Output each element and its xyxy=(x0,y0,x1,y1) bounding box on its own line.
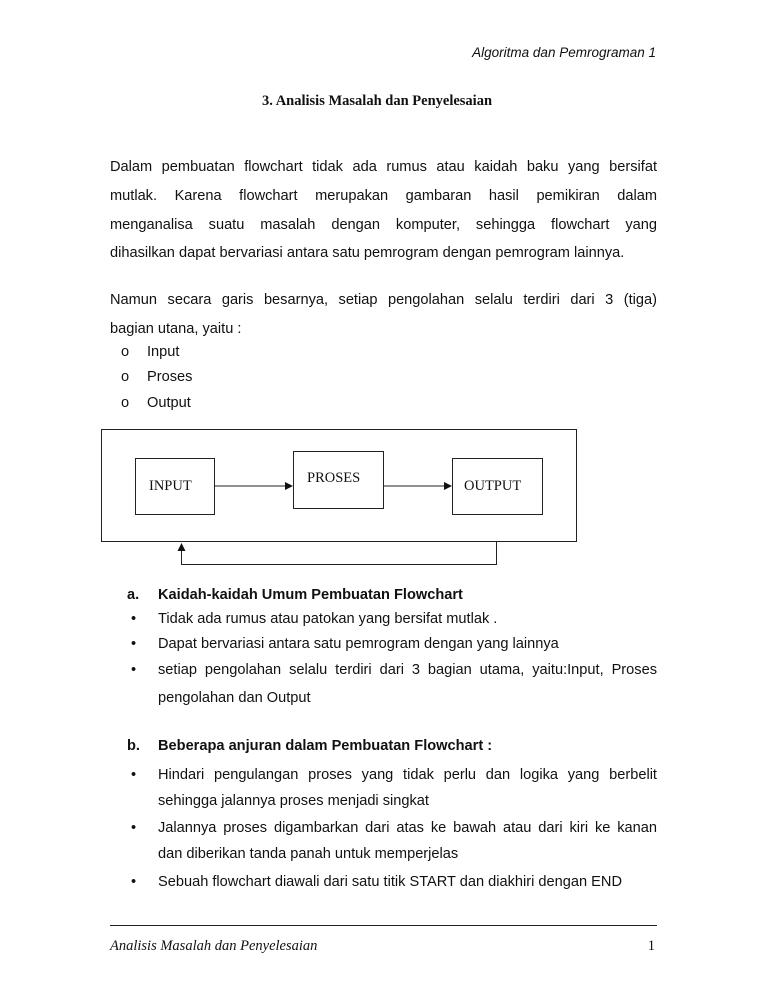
paragraph-line: Namun secara garis besarnya, setiap pengolahan selalu terdiri dari 3 (tiga) xyxy=(110,292,657,308)
list-marker: o xyxy=(121,395,130,411)
section-heading: Beberapa anjuran dalam Pembuatan Flowchart : xyxy=(158,738,493,754)
bullet-text: Sebuah flowchart diawali dari satu titik START dan diakhiri dengan END xyxy=(158,874,622,890)
page-number: 1 xyxy=(647,938,655,954)
feedback-arrow xyxy=(182,541,497,565)
footer-title: Analisis Masalah dan Penyelesaian xyxy=(110,938,318,954)
footer-rule xyxy=(110,925,657,926)
bullet-icon: • xyxy=(131,611,137,627)
paragraph-line: menganalisa suatu masalah dengan komputer, sehingga flowchart yang xyxy=(110,217,657,233)
bullet-text: Dapat bervariasi antara satu pemrogram dengan yang lainnya xyxy=(158,636,559,652)
input-label: INPUT xyxy=(149,478,192,494)
paragraph-line: Dalam pembuatan flowchart tidak ada rumus atau kaidah baku yang bersifat xyxy=(110,159,657,175)
bullet-text: Tidak ada rumus atau patokan yang bersifat mutlak . xyxy=(158,611,498,627)
process-label: PROSES xyxy=(307,470,361,486)
bullet-icon: • xyxy=(131,662,137,678)
bullet-text: pengolahan dan Output xyxy=(158,690,311,706)
bullet-text: Jalannya proses digambarkan dari atas ke bawah atau dari kiri ke kanan xyxy=(158,820,657,836)
output-label: OUTPUT xyxy=(464,478,522,494)
paragraph-line: bagian utana, yaitu : xyxy=(110,321,242,337)
bullet-icon: • xyxy=(131,767,137,783)
section-marker: a. xyxy=(127,587,140,603)
paragraph-line: dihasilkan dapat bervariasi antara satu pemrogram dengan pemrogram lainnya. xyxy=(110,245,625,261)
list-item: Output xyxy=(147,395,191,411)
bullet-text: setiap pengolahan selalu terdiri dari 3 bagian utama, yaitu:Input, Proses xyxy=(158,662,657,678)
list-marker: o xyxy=(121,344,130,360)
page-title: 3. Analisis Masalah dan Penyelesaian xyxy=(262,93,493,109)
list-item: Proses xyxy=(147,369,193,385)
bullet-text: sehingga jalannya proses menjadi singkat xyxy=(158,793,429,809)
bullet-text: dan diberikan tanda panah untuk memperjelas xyxy=(158,846,459,862)
section-heading: Kaidah-kaidah Umum Pembuatan Flowchart xyxy=(158,587,463,603)
running-header: Algoritma dan Pemrograman 1 xyxy=(472,45,656,60)
paragraph-line: mutlak. Karena flowchart merupakan gambaran hasil pemikiran dalam xyxy=(110,188,657,204)
bullet-icon: • xyxy=(131,874,137,890)
bullet-icon: • xyxy=(131,820,137,836)
section-marker: b. xyxy=(127,738,140,754)
bullet-text: Hindari pengulangan proses yang tidak perlu dan logika yang berbelit xyxy=(158,767,657,783)
list-marker: o xyxy=(121,369,130,385)
bullet-icon: • xyxy=(131,636,137,652)
list-item: Input xyxy=(147,344,180,360)
